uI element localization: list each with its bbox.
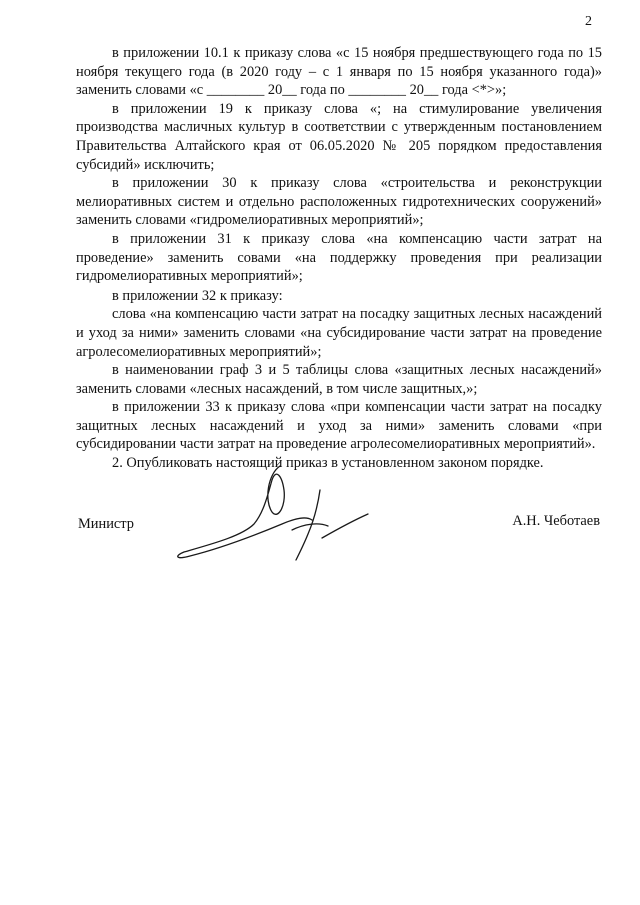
paragraph-appendix-33: в приложении 33 к приказу слова «при компенсации части затрат на посадку защитных лесных насаждений и уход за ними» заменить словами «при субсидировании части затрат на проведение агролесомелиоративных мероприятий».: [76, 399, 602, 453]
signer-title: Министр: [78, 516, 134, 532]
signature-block: [0, 460, 640, 580]
signer-name: А.Н. Чеботаев: [512, 513, 600, 529]
paragraph-appendix-30: в приложении 30 к приказу слова «строительства и реконструкции мелиоративных систем и отдельно расположенных гидротехнических сооружений» заменить словами «гидромелиоративных мероприятий»;: [76, 175, 602, 229]
paragraph-appendix-32-words: слова «на компенсацию части затрат на посадку защитных лесных насаждений и уход за ними» заменить словами «на субсидирование части затрат на проведение агролесомелиоративных мероприятий»;: [76, 306, 602, 360]
order-body-text: [76, 44, 602, 473]
paragraph-appendix-19: в приложении 19 к приказу слова «; на стимулирование увеличения производства масличных культур в соответствии с утвержденным постановлением Правительства Алтайского края от 06.05.2020 № 205 порядком предоставления субсидий» исключить;: [76, 100, 602, 173]
paragraph-appendix-32: в приложении 32 к приказу:: [112, 287, 283, 304]
handwritten-signature: [172, 460, 372, 570]
paragraph-appendix-31: в приложении 31 к приказу слова «на компенсацию части затрат на проведение» заменить совами «на поддержку проведения при реализации гидромелиоративных мероприятий»;: [76, 230, 602, 285]
page-number: 2: [585, 14, 592, 29]
paragraph-appendix-32-columns: в наименовании граф 3 и 5 таблицы слова «защитных лесных насаждений» заменить словами «лесных насаждений, в том числе защитных,»;: [76, 362, 602, 397]
paragraph-publish: 2. Опубликовать настоящий приказ в установленном законом порядке.: [112, 455, 544, 472]
paragraph-appendix-10-1: в приложении 10.1 к приказу слова «с 15 ноября предшествующего года по 15 ноября текущего года (в 2020 году – с 1 января по 15 ноября указанного года)» заменить словами «с ________ 20__ года по ________ 20__ года <*>»;: [76, 45, 602, 99]
